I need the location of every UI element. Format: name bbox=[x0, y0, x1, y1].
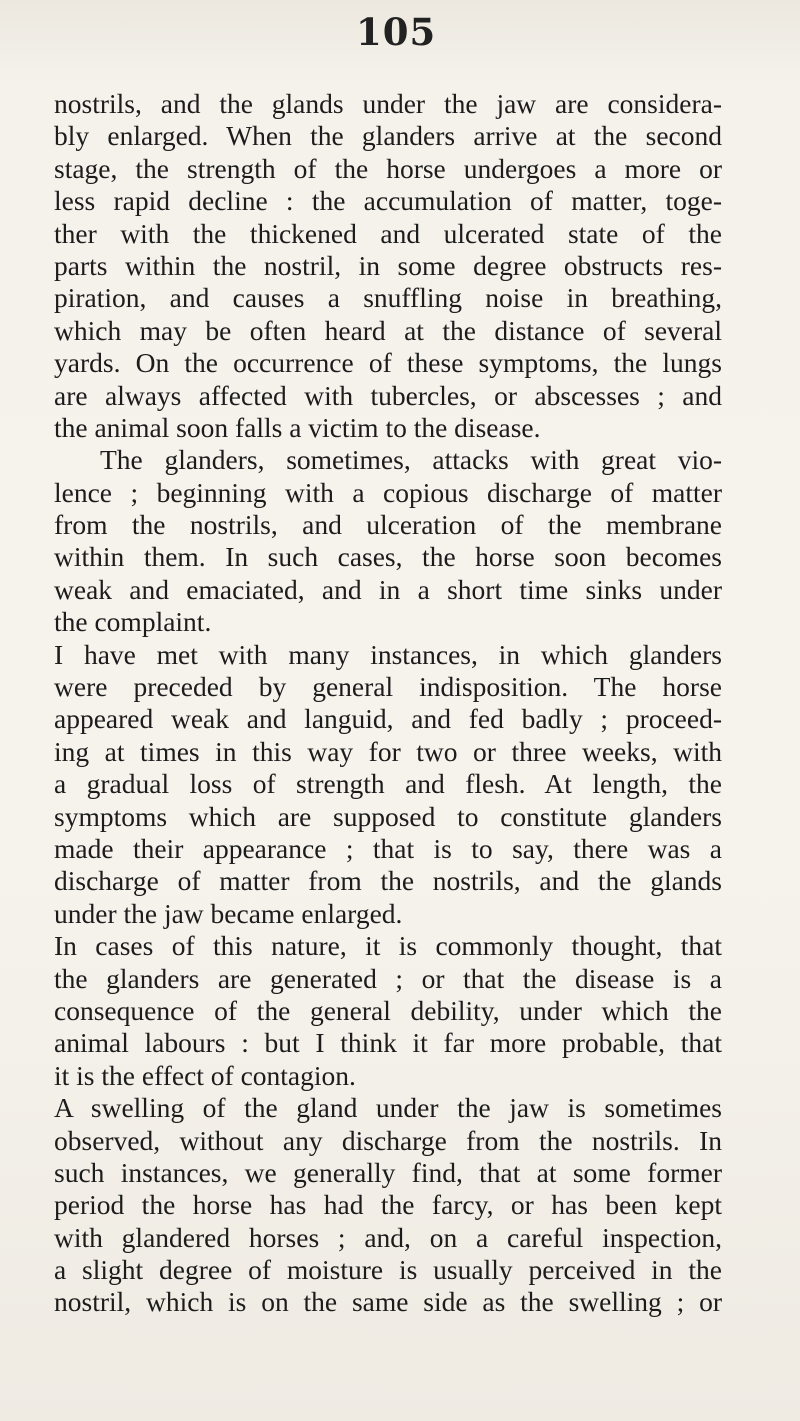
text-line: are always affected with tubercles, or abscesses ; and bbox=[54, 379, 722, 411]
text-line: the animal soon falls a victim to the disease. bbox=[54, 411, 541, 443]
text-line: made their appearance ; that is to say, there was a bbox=[54, 832, 722, 864]
page-number: 105 bbox=[356, 10, 437, 54]
body-text bbox=[54, 88, 722, 1319]
text-line: appeared weak and languid, and fed badly ; proceed- bbox=[54, 703, 722, 735]
text-line: The glanders, sometimes, attacks with great vio- bbox=[100, 444, 722, 476]
text-line: the complaint. bbox=[54, 606, 212, 638]
text-line: parts within the nostril, in some degree obstructs res- bbox=[54, 249, 722, 281]
text-line: a slight degree of moisture is usually perceived in the bbox=[54, 1254, 722, 1286]
text-line: nostril, which is on the same side as the swelling ; or bbox=[54, 1286, 722, 1318]
text-line: stage, the strength of the horse undergoes a more or bbox=[54, 152, 722, 184]
text-line: a gradual loss of strength and flesh. At length, the bbox=[54, 768, 722, 800]
text-line: symptoms which are supposed to constitute glanders bbox=[54, 800, 722, 832]
text-line: with glandered horses ; and, on a careful inspection, bbox=[54, 1221, 722, 1253]
text-line: which may be often heard at the distance of several bbox=[54, 314, 722, 346]
text-line: ther with the thickened and ulcerated state of the bbox=[54, 217, 722, 249]
text-line: I have met with many instances, in which glanders bbox=[54, 638, 722, 670]
text-line: within them. In such cases, the horse soon becomes bbox=[54, 541, 722, 573]
text-line: weak and emaciated, and in a short time sinks under bbox=[54, 573, 722, 605]
text-line: ing at times in this way for two or three weeks, with bbox=[54, 735, 722, 767]
text-line: from the nostrils, and ulceration of the membrane bbox=[54, 509, 722, 541]
text-line: such instances, we generally find, that at some former bbox=[54, 1156, 722, 1188]
text-line: In cases of this nature, it is commonly thought, that bbox=[54, 930, 722, 962]
text-line: nostrils, and the glands under the jaw are considera- bbox=[54, 88, 722, 119]
text-line: piration, and causes a snuffling noise in breathing, bbox=[54, 282, 722, 314]
text-line: it is the effect of contagion. bbox=[54, 1059, 356, 1091]
text-line: animal labours : but I think it far more probable, that bbox=[54, 1027, 722, 1059]
text-line: consequence of the general debility, under which the bbox=[54, 994, 722, 1026]
text-line: less rapid decline : the accumulation of matter, toge- bbox=[54, 185, 722, 217]
text-line: period the horse has had the farcy, or has been kept bbox=[54, 1189, 722, 1221]
text-line: yards. On the occurrence of these symptoms, the lungs bbox=[54, 347, 722, 379]
text-line: observed, without any discharge from the nostrils. In bbox=[54, 1124, 722, 1156]
text-line: the glanders are generated ; or that the disease is a bbox=[54, 962, 722, 994]
text-line: under the jaw became enlarged. bbox=[54, 897, 403, 929]
text-line: discharge of matter from the nostrils, and the glands bbox=[54, 865, 722, 897]
text-line: were preceded by general indisposition. The horse bbox=[54, 671, 722, 703]
text-line: A swelling of the gland under the jaw is sometimes bbox=[54, 1092, 722, 1124]
text-line: lence ; beginning with a copious discharge of matter bbox=[54, 476, 722, 508]
text-line: bly enlarged. When the glanders arrive at the second bbox=[54, 120, 722, 152]
